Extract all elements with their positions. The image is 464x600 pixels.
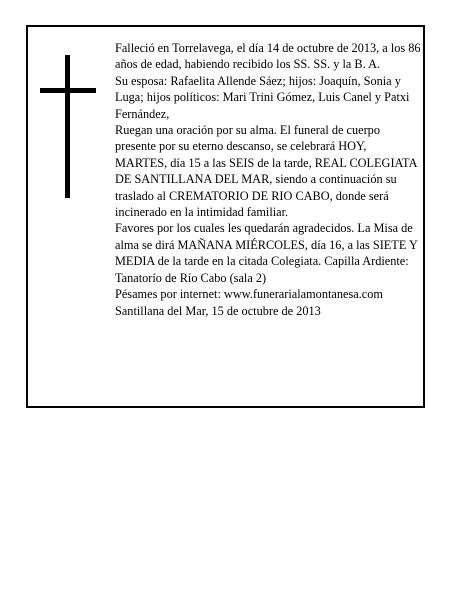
obituary-notice: [26, 25, 425, 408]
family-members: Su esposa: Rafaelita Allende Sáez; hijos: Joaquín, Sonia y Luga; hijos políticos: Mari Trini Gómez, Luis Canel y Patxi Fernández,: [115, 73, 410, 121]
cross-horizontal-bar: [40, 88, 96, 93]
funeral-details: Ruegan una oración por su alma. El funeral de cuerpo presente por su eterno descanso, se celebrará HOY, MARTES, día 15 a las SEIS de la tarde, REAL COLEGIATA DE SANTILLANA DEL MAR, siendo a continuación su traslado al CREMATORIO DE RIO CABO, donde será incinerado en la intimidad familiar.: [115, 123, 417, 220]
latin-cross-icon: [40, 55, 96, 198]
mass-details: Favores por los cuales les quedarán agradecidos. La Misa de alma se dirá MAÑANA MIÉRCOLES, día 16, a las SIETE Y MEDIA de la tarde en la citada Colegiata. Capilla Ardiente: Tanatorío de Río Cabo (sala 2): [115, 221, 418, 285]
obituary-text: [115, 40, 421, 319]
place-and-date: Santillana del Mar, 15 de octubre de 2013: [115, 303, 321, 318]
death-announcement: Falleció en Torrelavega, el día 14 de octubre de 2013, a los 86 años de edad, habiendo recibido los SS. SS. y la B. A.: [115, 41, 421, 72]
cross-vertical-bar: [65, 55, 70, 198]
condolences-website: Pésames por internet: www.funerarialamontanesa.com: [115, 287, 383, 302]
